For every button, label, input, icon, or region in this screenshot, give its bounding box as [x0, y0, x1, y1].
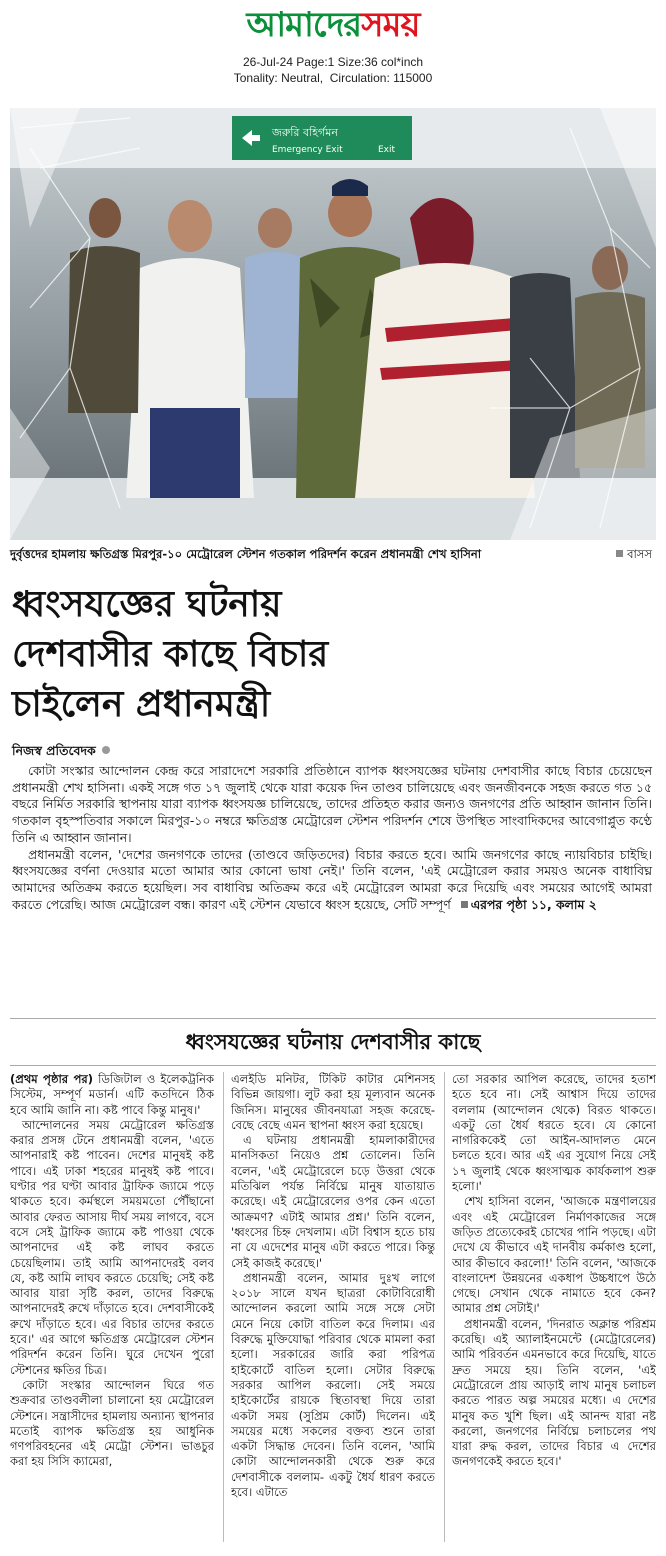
photo-caption: [10, 545, 656, 563]
sign-subtext: Emergency Exit: [272, 145, 343, 155]
sign-exit: Exit: [378, 145, 396, 155]
credit-marker-icon: [616, 550, 623, 557]
lead-story: [12, 763, 652, 913]
headline-line-1: ধ্বংসযজ্ঞের ঘটনায়: [12, 584, 282, 625]
lead-paragraph-1: কোটা সংস্কার আন্দোলন কেন্দ্র করে সারাদেশে সরকারি প্রতিষ্ঠানে ব্যাপক ধ্বংসযজ্ঞের ঘটনায় দেশবাসীর কাছে বিচার চেয়েছেন প্রধানমন্ত্রী শেখ হাসিনা। একই সঙ্গে গত ১৭ জুলাই থেকে যারা কয়েক দিন তাণ্ডব চালিয়েছে এবং জনজীবনকে সহজ করতে গত ১৫ বছরে নির্মিত সরকারি স্থাপনায় যারা ব্যাপক ধ্বংসযজ্ঞ চালিয়েছে, তাদের প্রতিহত করার জন্যও জনগণের প্রতি আহ্বান জানান তিনি। গতকাল বৃহস্পতিবার সকালে মিরপুর-১০ নম্বরে ক্ষতিগ্রস্ত মেট্রোরেল স্টেশন পরিদর্শন শেষে উপস্থিত সাংবাদিকদের আবেগাপ্লুত কণ্ঠে তিনি এ আহ্বান জানান।: [12, 763, 652, 845]
continuation-label: (প্রথম পৃষ্ঠার পর): [10, 1072, 94, 1086]
column-divider: [444, 1072, 445, 1542]
byline-dot-icon: [102, 746, 110, 754]
column-2-paragraph-2: এ ঘটনায় প্রধানমন্ত্রী হামলাকারীদের মানসিকতা নিয়েও প্রশ্ন তোলেন। তিনি বলেন, 'এই মেট্রোরেলে চড়ে উত্তরা থেকে মতিঝিল পর্যন্ত নির্বিঘ্নে মানুষ যাতায়াত করেছে। এই মেট্রোরেলের ওপর কেন এতো আক্রমণ? এটাই আমার প্রশ্ন।' তিনি বলেন, 'ধ্বংসের চিহ্ন দেখলাম। এটা বিশ্বাস হতে চায় না যে এদেশের মানুষ এটা করতে পারে। কিন্তু সেই কাজই করেছে।': [231, 1133, 435, 1270]
headline-line-2: দেশবাসীর কাছে বিচার: [12, 634, 329, 675]
lead-paragraph-2: [12, 847, 652, 914]
meta-line-2: Tonality: Neutral, Circulation: 115000: [233, 71, 433, 85]
column-divider: [223, 1072, 224, 1542]
column-3-paragraph-3: প্রধানমন্ত্রী বলেন, 'দিনরাত অক্লান্ত পরিশ্রম করেছি। এই অ্যালাইনমেন্টে (মেট্রোরেলের) আমি পরিবর্তন এমনভাবে করে দিয়েছি, যাতে দ্রুত সময়ে হয়। তিনি বলেন, 'এই মেট্রোরেলে প্রায় আড়াই লাখ মানুষ চলাচল করতে পারত অল্প সময়ের মধ্যে। এ দেশের মানুষ কত খুশি ছিল। এই আনন্দ যারা নষ্ট করলো, জনগণের নির্বিঘ্নে চলাচলের পথ যারা রুদ্ধ করল, তাদের বিচার এ দেশের জনগণকেই করতে হবে।': [452, 1316, 656, 1469]
column-2-paragraph-3: প্রধানমন্ত্রী বলেন, আমার দুঃখ লাগে ২০১৮ সালে যখন ছাত্ররা কোটাবিরোধী আন্দোলন করলো আমি সঙ্গে সঙ্গে সেটা মেনে নিয়ে কোটা বাতিল করে দিলাম। এর বিরুদ্ধে মুক্তিযোদ্ধা পরিবার থেকে মামলা করা হলো। সরকারের জারি করা পরিপত্র হাইকোর্টে বাতিল হলো। সেটার বিরুদ্ধে সরকার আপিল করলো। সেই সময়ে হাইকোর্টের রায়কে স্থিতাবস্থা দিয়ে তারা একটা সময় (সুপ্রিম কোর্ট) দিলেন। এই সময়ের মধ্যে সকলের বক্তব্য শুনে তারা একটা সিদ্ধান্ত দেবেন। তিনি বলেন, 'আমি কোটা আন্দোলনকারী থেকে শুরু করে দেশবাসীকে বললাম- একটু ধৈর্য ধারণ করতে হবে। এটাতে: [231, 1270, 435, 1500]
emergency-exit-sign: [232, 116, 412, 160]
caption-text: দুর্বৃত্তদের হামলায় ক্ষতিগ্রস্ত মিরপুর-১০ মেট্রোরেল স্টেশন গতকাল পরিদর্শন করেন প্রধানমন্ত্রী শেখ হাসিনা: [10, 547, 482, 561]
column-3-paragraph-1: তো সরকার আপিল করেছে, তাদের হতাশ হতে হবে না। সেই আশ্বাস দিয়ে তাদের বললাম (আন্দোলন থেকে) বিরত থাকতে। একটু তো ধৈর্য ধরতে হবে। যে কোনো নাগরিককেই তো আইন-আদালত মেনে চলতে হবে। আর এই এর সুযোগ নিয়ে সেই ১৭ জুলাই থেকে ধ্বংসাত্মক কার্যকলাপ শুরু হলো।': [452, 1072, 656, 1194]
column-2-paragraph-1: এলইডি মনিটর, টিকিট কাটার মেশিনসহ বিভিন্ন জায়গা। লুট করা হয় মূল্যবান অনেক জিনিস। মানুষের জীবনযাত্রা সহজ করেছে- বেছে বেছে এমন স্থাপনা ধ্বংস করা হয়েছে।: [231, 1072, 435, 1132]
continued-marker-icon: [461, 901, 468, 908]
column-1-paragraph-1-text: ডিজিটাল ও ইলেকট্রনিক সিস্টেম, সম্পূর্ণ মডার্ন। এটি কতদিনে ঠিক হবে আমি জানি না। কষ্ট পাবে কিন্তু মানুষ।': [10, 1072, 214, 1117]
newspaper-logo: আমাদেরসময়: [246, 5, 420, 45]
continued-note: [461, 897, 597, 912]
credit-text: বাসস: [627, 547, 652, 561]
masthead: [0, 0, 666, 50]
photo-illustration: [10, 108, 656, 540]
news-photo: [10, 108, 656, 540]
sign-text: জরুরি বহির্গমন: [272, 126, 338, 139]
continued-text: এরপর পৃষ্ঠা ১১, কলাম ২: [470, 896, 597, 912]
reporter-byline: [12, 742, 110, 760]
headline-line-3: চাইলেন প্রধানমন্ত্রী: [12, 684, 271, 725]
main-headline: [12, 580, 652, 730]
column-1: [10, 1072, 214, 1550]
lead-paragraph-2-text: প্রধানমন্ত্রী বলেন, 'দেশের জনগণকে তাদের (তাণ্ডবে জড়িতদের) বিচার করতে হবে। আমি জনগণের কাছে ন্যায়বিচার চাইছি। ধ্বংসযজ্ঞের বর্ণনা দেওয়ার মতো আমার আর কোনো ভাষা নেই।' তিনি বলেন, 'এই মেট্রোরেল করার সময়ও অনেক বাধাবিঘ্ন আমাদের অতিক্রম করতে হয়েছিল। সব বাধাবিঘ্ন অতিক্রম করে এই মেট্রোরেল আমরা করে দিয়েছি এবং সময়ের আগেই আমরা করতে পেরেছি। আজ মেট্রোরেল বন্ধ। কারণ এই স্টেশন যেভাবে ধ্বংস হয়েছে, সেটি সম্পূর্ণ: [12, 846, 652, 912]
column-3-paragraph-2: শেখ হাসিনা বলেন, 'আজকে মন্ত্রণালয়ের এবং এই মেট্রোরেল নির্মাণকাজের সঙ্গে জড়িত প্রত্যেকেরই চোখের পানি পড়ছে। এটা দেখে যে কীভাবে এই দানবীয় কর্মকাণ্ড হলো, আর কীভাবে করলো!' তিনি বলেন, 'আজকে বাংলাদেশ উন্নয়নের একধাপ উচ্চধাপে উঠে গেছে। সেখান থেকে নামাতে হবে কেন? আমার প্রশ্ন সেটাই।': [452, 1194, 656, 1316]
column-3: [452, 1072, 656, 1550]
meta-line-1: 26-Jul-24 Page:1 Size:36 col*inch: [242, 55, 424, 69]
column-1-paragraph-3: কোটা সংস্কার আন্দোলন ঘিরে গত শুক্রবার তাণ্ডবলীলা চালানো হয় মেট্রোরেল স্টেশনে। সন্ত্রাসীদের হামলায় অন্যান্য স্থাপনার মতোই ব্যাপক ক্ষতিগ্রস্ত হয় আধুনিক গণপরিবহনের এই মেট্রো স্টেশন। ভাঙচুর করা হয় সিসি ক্যামেরা,: [10, 1377, 214, 1469]
column-1-paragraph-2: আন্দোলনের সময় মেট্রোরেল ক্ষতিগ্রস্ত করার প্রসঙ্গ টেনে প্রধানমন্ত্রী বলেন, 'এতে আপনারাই কষ্ট পাবেন। দেশের মানুষই কষ্ট পাবে। এই ঢাকা শহরের মানুষই কষ্ট পাবে। ঘণ্টার পর ঘণ্টা আবার ট্রাফিক জ্যামে পড়ে থাকতে হবে। কর্মস্থলে সময়মতো পৌঁছানো আবার ফেরত আসায় দীর্ঘ সময় লাগবে, বসে বসে সেই ট্রাফিক জ্যামে কষ্ট পাওয়া থেকে আপনাদের এই কষ্ট লাঘব করতে চেয়েছিলাম। তাই আমি আপনাদেরই বলব যে, কষ্ট আমি লাঘব করতে চেয়েছি; সেই কষ্ট আবার যারা সৃষ্টি করল, তাদের বিরুদ্ধে আপনাদেরই রুখে দাঁড়াতে হবে। দেশবাসীকেই রুখে দাঁড়াতে হবে। এর বিচার তাদের করতে হবে।' এর আগে ক্ষতিগ্রস্ত মেট্রোরেল স্টেশন পরিদর্শন করেন তিনি। ঘুরে দেখেন পুরো স্টেশনের ক্ষতির চিত্র।: [10, 1117, 214, 1377]
reporter-name: নিজস্ব প্রতিবেদক: [12, 743, 96, 758]
jump-page-headline: ধ্বংসযজ্ঞের ঘটনায় দেশবাসীর কাছে: [10, 1018, 656, 1066]
clipping-meta: [0, 54, 666, 86]
column-1-paragraph-1: [10, 1072, 214, 1118]
jump-story-columns: [10, 1072, 656, 1550]
column-2: [231, 1072, 435, 1550]
photo-credit: [616, 545, 652, 563]
